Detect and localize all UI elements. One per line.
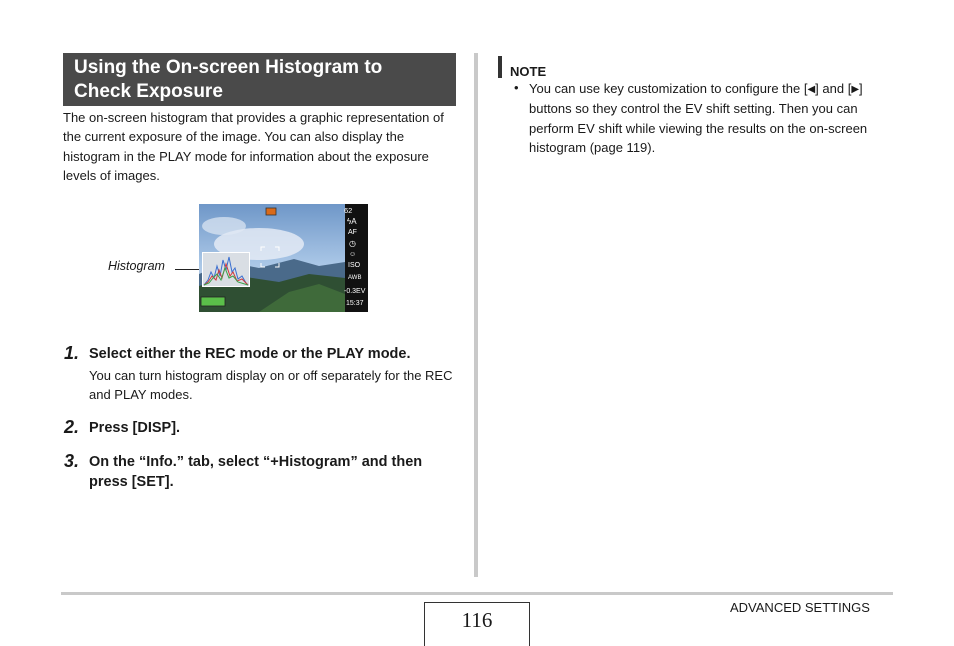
intro-paragraph: The on-screen histogram that provides a graphic representation of the current exposure of the image. You can also display the histogram in the PLAY mode for information about the exposure levels of images. (63, 110, 444, 183)
note-bullet: • (514, 80, 519, 95)
page-number: 116 (424, 602, 530, 646)
step-2-title: Press [DISP]. (89, 420, 181, 436)
note-text-part1: You can use key customization to configure the [ (529, 81, 808, 96)
camera-screen-image (199, 204, 368, 312)
note-heading: NOTE (510, 64, 547, 79)
step-2-number: 2. (64, 417, 80, 437)
note-text (529, 79, 901, 157)
time-display: 15:37 (346, 300, 364, 307)
white-balance-icon: AWB (348, 275, 362, 281)
left-arrow-icon: ◀ (807, 84, 816, 95)
histogram-callout-label: Histogram (108, 259, 165, 273)
step-3-title: On the “Info.” tab, select “+Histogram” and then press [SET]. (89, 454, 423, 490)
ev-value: -0.3EV (344, 288, 366, 295)
footer-section-label: ADVANCED SETTINGS (730, 600, 870, 615)
shots-remaining: 62 (344, 206, 353, 215)
histogram-graph (202, 252, 250, 287)
step-1-number: 1. (64, 343, 80, 363)
note-text-part3: ] buttons so they control the EV shift setting. Then you can perform EV shift while viewing the results on the on-screen histogram (page 119). (529, 81, 868, 155)
right-arrow-icon: ▶ (851, 84, 860, 95)
step-3-number: 3. (64, 451, 80, 471)
section-title: Using the On-screen Histogram to Check Exposure (63, 53, 456, 106)
note-marker-bar (498, 56, 502, 78)
step-1-title: Select either the REC mode or the PLAY mode. (89, 346, 411, 362)
iso-icon: ISO (348, 262, 361, 269)
note-text-part2: ] and [ (815, 81, 852, 96)
af-icon: AF (348, 229, 357, 236)
column-divider (474, 53, 478, 577)
step-1-body: You can turn histogram display on or off separately for the REC and PLAY modes. (89, 368, 453, 403)
self-timer-icon: ◷ (349, 239, 356, 248)
flash-auto-icon: ϟA (347, 217, 357, 226)
footer-rule (61, 592, 893, 595)
face-detection-icon: ☺ (349, 251, 357, 258)
